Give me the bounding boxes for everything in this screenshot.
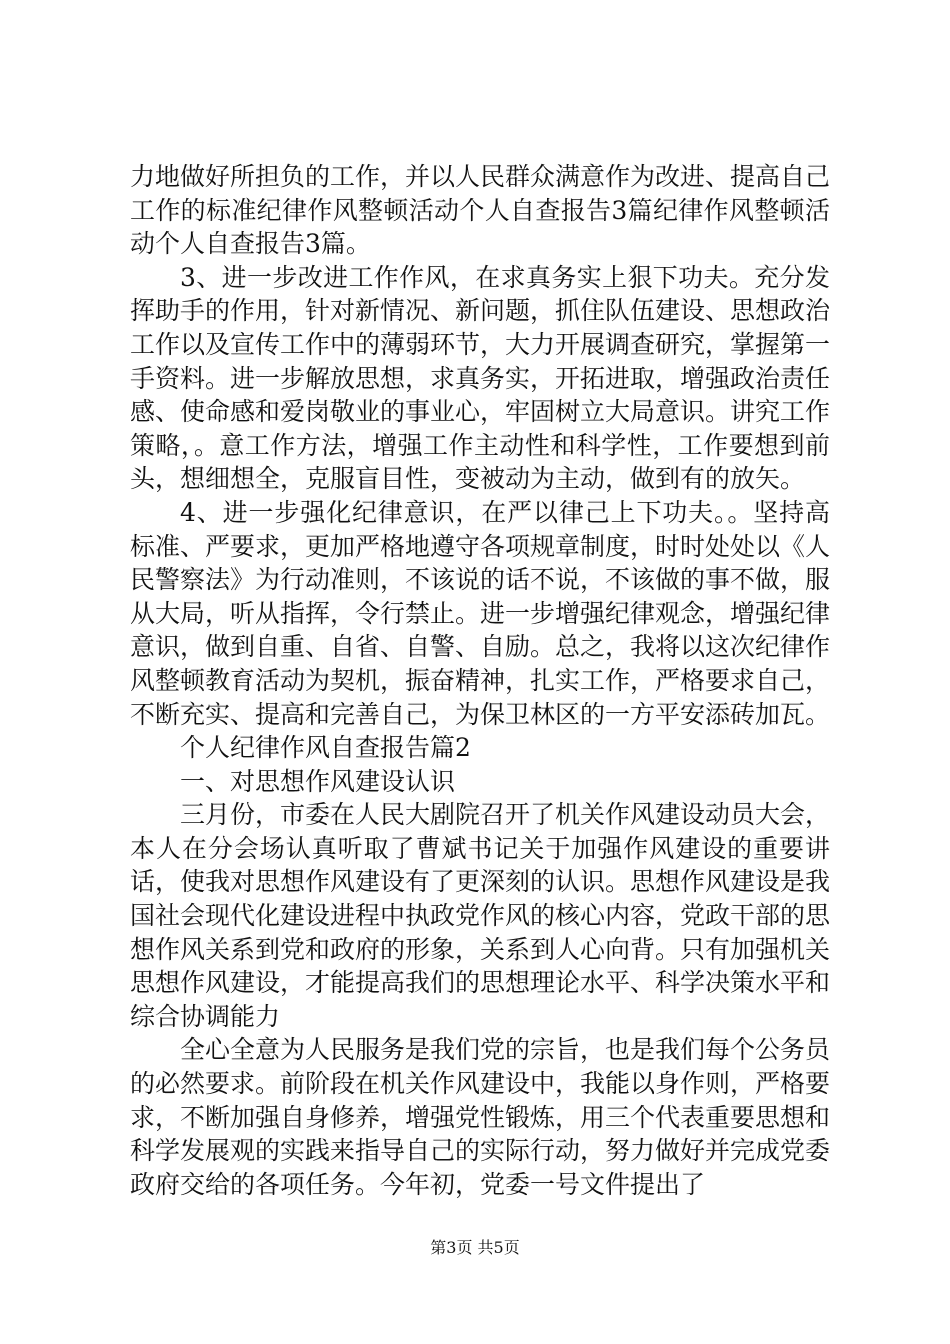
page-number-footer: 第3页 共5页 — [430, 1238, 520, 1257]
paragraph-continuation: 力地做好所担负的工作，并以人民群众满意作为改进、提高自己工作的标准纪律作风整顿活动个人自查报告3篇纪律作风整顿活动个人自查报告3篇。 — [130, 162, 831, 259]
subsection-heading: 一、对思想作风建设认识 — [180, 766, 456, 796]
paragraph-item-4: 4、进一步强化纪律意识，在严以律己上下功夫。。坚持高标准、严要求，更加严格地遵守各项规章制度，时时处处以《人民警察法》为行动准则，不该说的话不说，不该做的事不做，服从大局，听从指挥，令行禁止。进一步增强纪律观念，增强纪律意识，做到自重、自省、自警、自励。总之，我将以这次纪律作风整顿教育活动为契机，振奋精神，扎实工作，严格要求自己，不断充实、提高和完善自己，为保卫林区的一方平安添砖加瓦。 — [130, 497, 831, 729]
section-heading: 个人纪律作风自查报告篇2 — [180, 733, 471, 763]
paragraph-body-1: 三月份，市委在人民大剧院召开了机关作风建设动员大会，本人在分会场认真听取了曹斌书记关于加强作风建设的重要讲话，使我对思想作风建设有了更深刻的认识。思想作风建设是我国社会现代化建设进程中执政党作风的核心内容，党政干部的思想作风关系到党和政府的形象，关系到人心向背。只有加强机关思想作风建设，才能提高我们的思想理论水平、科学决策水平和综合协调能力 — [130, 800, 831, 1031]
document-body — [130, 160, 830, 1201]
paragraph-item-3: 3、进一步改进工作作风，在求真务实上狠下功夫。充分发挥助手的作用，针对新情况、新问题，抓住队伍建设、思想政治工作以及宣传工作中的薄弱环节，大力开展调查研究，掌握第一手资料。进一步解放思想，求真务实，开拓进取，增强政治责任感、使命感和爱岗敬业的事业心，牢固树立大局意识。讲究工作策略，。意工作方法，增强工作主动性和科学性，工作要想到前头，想细想全，克服盲目性，变被动为主动，做到有的放矢。 — [130, 262, 831, 494]
paragraph-body-2: 全心全意为人民服务是我们党的宗旨，也是我们每个公务员的必然要求。前阶段在机关作风建设中，我能以身作则，严格要求，不断加强自身修养，增强党性锻炼，用三个代表重要思想和科学发展观的实践来指导自己的实际行动，努力做好并完成党委政府交给的各项任务。今年初，党委一号文件提出了 — [130, 1035, 831, 1199]
